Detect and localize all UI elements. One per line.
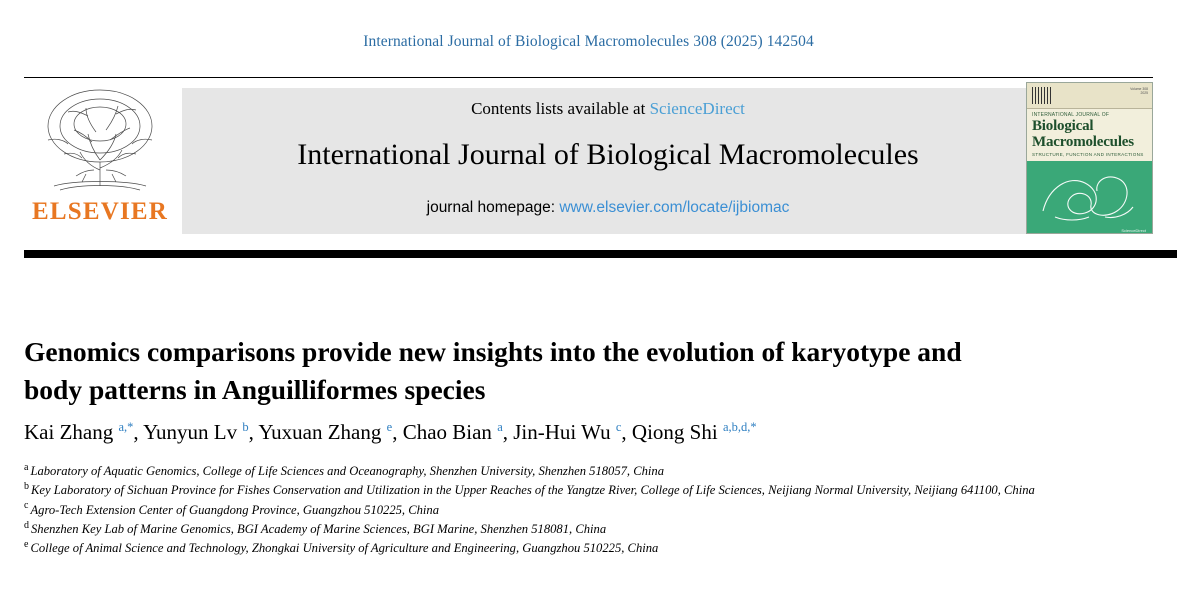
affiliation-item xyxy=(24,462,1144,481)
journal-cover-thumbnail xyxy=(1026,82,1153,234)
affiliation-text: Laboratory of Aquatic Genomics, College of Life Sciences and Oceanography, Shenzhen University, Shenzhen 518057, China xyxy=(30,464,665,478)
author-name: Chao Bian xyxy=(402,420,498,444)
author-name: Kai Zhang xyxy=(24,420,119,444)
affiliation-item xyxy=(24,481,1144,500)
affiliation-item xyxy=(24,539,1144,558)
barcode-icon xyxy=(1032,87,1052,104)
running-head: International Journal of Biological Macromolecules 308 (2025) 142504 xyxy=(363,33,814,50)
author-separator: , xyxy=(248,420,259,444)
masthead-bottom-rule xyxy=(24,250,1177,258)
cover-volume-info: Volume 308 2025 xyxy=(1130,87,1148,95)
cover-artwork xyxy=(1027,161,1152,234)
cover-title-line2: Macromolecules xyxy=(1032,134,1134,150)
author-name: Qiong Shi xyxy=(631,420,723,444)
affiliation-marker: c xyxy=(24,500,29,512)
author-name: Jin-Hui Wu xyxy=(513,420,616,444)
author-affiliation-marker: a,b,d,* xyxy=(722,420,757,434)
author-affiliation-marker: e xyxy=(386,420,393,434)
cover-subtitle: STRUCTURE, FUNCTION AND INTERACTIONS xyxy=(1032,152,1144,157)
affiliation-item xyxy=(24,520,1144,539)
affiliation-item xyxy=(24,501,1144,520)
author-separator: , xyxy=(621,420,632,444)
affiliation-marker: a xyxy=(24,461,29,473)
affiliation-marker: d xyxy=(24,519,29,531)
author-list xyxy=(24,418,1144,446)
cover-header-strip xyxy=(1027,83,1152,109)
affiliation-text: Agro-Tech Extension Center of Guangdong Province, Guangzhou 510225, China xyxy=(30,502,440,517)
affiliation-marker: b xyxy=(24,481,29,493)
affiliation-marker: e xyxy=(24,539,29,550)
affiliation-text: Key Laboratory of Sichuan Province for Fishes Conservation and Utilization in the Upper Reaches of the Yangtze River, College of Life Sciences, Neijiang Normal University, Neijiang 641100, China xyxy=(31,483,1035,498)
journal-title: International Journal of Biological Macromolecules xyxy=(297,138,919,171)
cover-society-line: INTERNATIONAL JOURNAL OF xyxy=(1032,112,1110,118)
homepage-link[interactable]: www.elsevier.com/locate/ijbiomac xyxy=(559,199,790,216)
author-separator: , xyxy=(133,420,144,444)
elsevier-logo xyxy=(24,82,176,238)
contents-line xyxy=(182,99,1034,119)
author-name: Yuxuan Zhang xyxy=(258,420,387,444)
cover-molecule-icon xyxy=(1035,167,1143,223)
elsevier-tree-icon xyxy=(30,82,170,202)
author-affiliation-marker: b xyxy=(242,420,249,434)
elsevier-wordmark: ELSEVIER xyxy=(31,198,169,225)
author-affiliation-marker: c xyxy=(615,420,622,434)
cover-footer-text: ScienceDirect xyxy=(1121,228,1146,233)
page-title: Genomics comparisons provide new insights into the evolution of karyotype and body patterns in Anguilliformes species xyxy=(24,336,962,406)
affiliation-list xyxy=(24,462,1144,558)
homepage-label: journal homepage: xyxy=(426,199,560,216)
author-separator: , xyxy=(392,420,403,444)
journal-homepage-line xyxy=(182,199,1034,217)
journal-masthead xyxy=(24,82,1153,238)
author-affiliation-marker: a,* xyxy=(118,420,134,434)
cover-title-block xyxy=(1027,109,1152,161)
sciencedirect-link[interactable]: ScienceDirect xyxy=(649,99,745,118)
author-name: Yunyun Lv xyxy=(143,420,243,444)
masthead-top-rule xyxy=(24,77,1153,78)
contents-prefix: Contents lists available at xyxy=(471,99,650,118)
affiliation-text: College of Animal Science and Technology, Zhongkai University of Agriculture and Engineering, Guangzhou 510225, China xyxy=(30,541,659,556)
affiliation-text: Shenzhen Key Lab of Marine Genomics, BGI Academy of Marine Sciences, BGI Marine, Shenzhen 518081, China xyxy=(31,521,607,536)
cover-title-line1: Biological xyxy=(1032,118,1094,134)
author-separator: , xyxy=(502,420,514,444)
author-affiliation-marker: a xyxy=(497,420,503,434)
journal-band xyxy=(182,88,1034,234)
